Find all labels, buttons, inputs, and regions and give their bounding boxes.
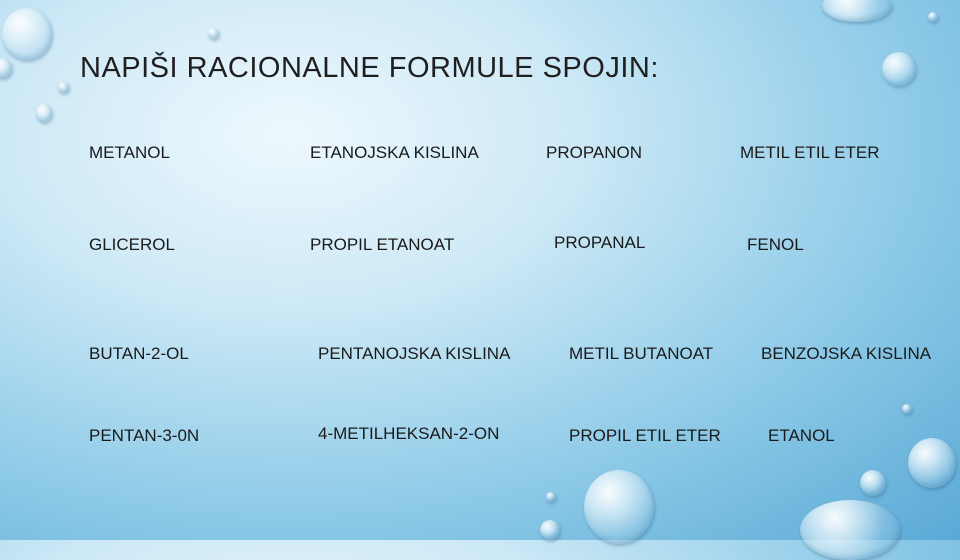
water-drop-decoration	[546, 492, 556, 502]
slide-title: NAPIŠI RACIONALNE FORMULE SPOJIN:	[80, 52, 659, 84]
water-drop-decoration	[540, 520, 560, 540]
water-drop-decoration	[882, 52, 916, 86]
compound-metil-butanoat: METIL BUTANOAT	[569, 344, 714, 363]
water-drop-decoration	[584, 470, 654, 544]
compound-benzojska-kislina: BENZOJSKA KISLINA	[761, 344, 932, 363]
compound-propanon: PROPANON	[546, 143, 643, 162]
compound-etanol: ETANOL	[768, 426, 835, 445]
compound-propanal: PROPANAL	[554, 233, 646, 252]
compound-propil-etil-eter: PROPIL ETIL ETER	[569, 426, 721, 445]
water-drop-decoration	[2, 8, 52, 60]
water-drop-decoration	[36, 104, 52, 122]
water-drop-decoration	[902, 404, 912, 414]
compound-pentan-3-on: PENTAN-3-0N	[89, 426, 200, 445]
compound-glicerol: GLICEROL	[89, 235, 175, 254]
water-drop-decoration	[860, 470, 886, 496]
compound-metil-etil-eter: METIL ETIL ETER	[740, 143, 880, 162]
compound-fenol: FENOL	[747, 235, 804, 254]
compound-pentanojska-kislina: PENTANOJSKA KISLINA	[318, 344, 511, 363]
water-drop-decoration	[928, 12, 938, 22]
compound-butan-2-ol: BUTAN-2-OL	[89, 344, 189, 363]
water-drop-decoration	[800, 500, 900, 560]
water-drop-decoration	[822, 0, 892, 22]
compound-metanol: METANOL	[89, 143, 170, 162]
water-drop-decoration	[208, 28, 219, 39]
water-drop-decoration	[0, 58, 12, 78]
water-drop-decoration	[908, 438, 956, 488]
compound-propil-etanoat: PROPIL ETANOAT	[310, 235, 455, 254]
compound-etanojska-kislina: ETANOJSKA KISLINA	[310, 143, 479, 162]
water-drop-decoration	[58, 82, 69, 93]
compound-4-metilheksan-2-on: 4-METILHEKSAN-2-ON	[318, 424, 500, 443]
